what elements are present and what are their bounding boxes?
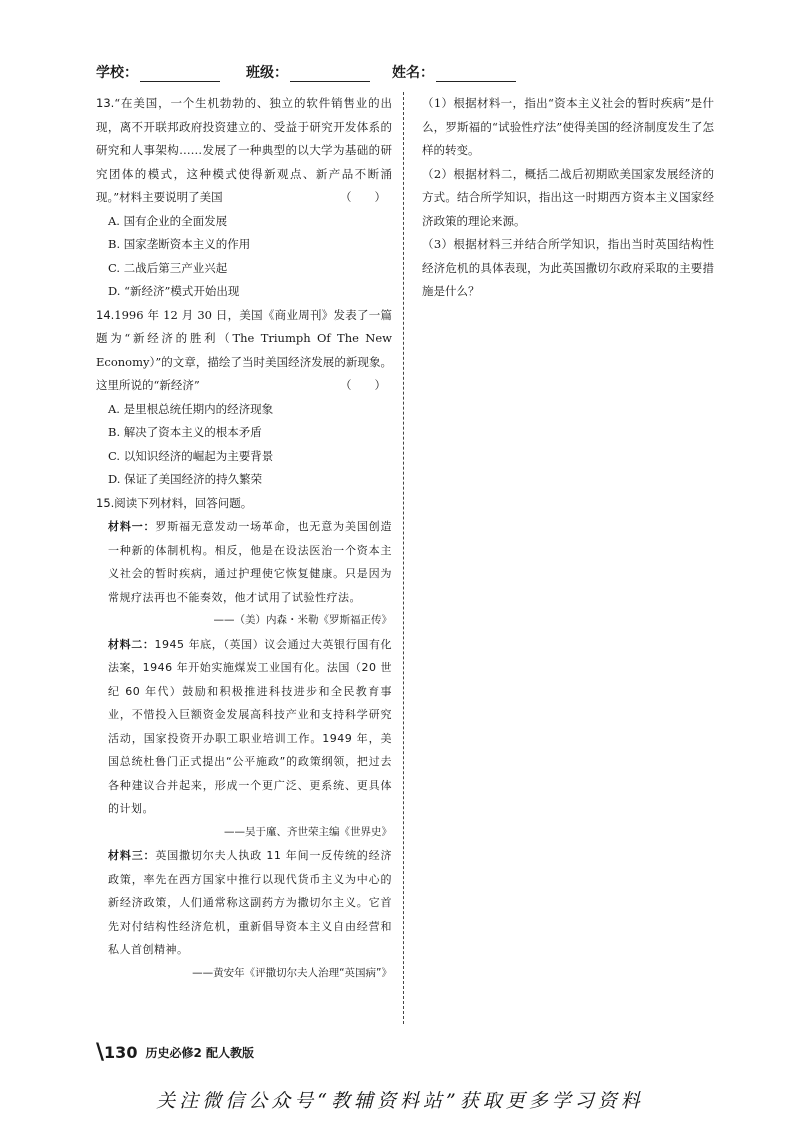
material-1-source: ——（美）内森・米勒《罗斯福正传》 bbox=[213, 614, 392, 626]
material-3-source: ——黄安年《评撒切尔夫人治理“英国病”》 bbox=[192, 966, 392, 979]
q14-stem-text: 1996 年 12 月 30 日，美国《商业周刊》发表了一篇题为“新经济的胜利（The Triumph Of The New Economy）”的文章，描绘了当时美国经济发展的新现象。这里所说的“新经济” bbox=[96, 307, 392, 392]
q13-number: 13. bbox=[96, 96, 115, 110]
page-number: 130 bbox=[104, 1043, 138, 1062]
q14-number: 14. bbox=[96, 307, 115, 322]
q15-subquestion-2: （2）根据材料二，概括二战后初期欧美国家发展经济的方式。结合所学知识，指出这一时期西方资本主义国家经济政策的理论来源。 bbox=[422, 166, 714, 228]
question-14 bbox=[96, 304, 392, 492]
q14-option-a[interactable]: A. 是里根总统任期内的经济现象 bbox=[108, 401, 274, 416]
material-1-label: 材料一： bbox=[108, 520, 156, 533]
class-field bbox=[246, 62, 370, 82]
book-title: 历史必修2 配人教版 bbox=[145, 1046, 254, 1060]
school-field bbox=[96, 62, 220, 82]
page-footer bbox=[96, 1040, 254, 1065]
q13-option-c[interactable]: C. 二战后第三产业兴起 bbox=[108, 260, 228, 275]
q14-option-c[interactable]: C. 以知识经济的崛起为主要背景 bbox=[108, 448, 274, 463]
q13-option-d[interactable]: D. “新经济”模式开始出现 bbox=[108, 284, 240, 298]
right-column bbox=[418, 92, 714, 304]
q13-option-b[interactable]: B. 国家垄断资本主义的作用 bbox=[108, 237, 251, 251]
name-field bbox=[392, 62, 516, 82]
q14-option-b[interactable]: B. 解决了资本主义的根本矛盾 bbox=[108, 425, 262, 439]
class-blank[interactable] bbox=[290, 67, 370, 82]
material-2 bbox=[108, 633, 392, 821]
material-3 bbox=[108, 844, 392, 962]
left-column bbox=[96, 92, 392, 985]
name-blank[interactable] bbox=[436, 67, 516, 82]
material-2-label: 材料二： bbox=[108, 637, 155, 651]
q14-answer-bracket[interactable]: （ ） bbox=[340, 378, 386, 392]
q15-subquestion-1: （1）根据材料一，指出“资本主义社会的暂时疾病”是什么，罗斯福的“试验性疗法”使得美国的经济制度发生了怎样的转变。 bbox=[422, 96, 714, 157]
column-divider bbox=[403, 92, 404, 1024]
question-15 bbox=[96, 492, 392, 986]
class-label: 班级： bbox=[246, 65, 288, 81]
q15-subquestion-3: （3）根据材料三并结合所学知识，指出当时英国结构性经济危机的具体表现，为此英国撒切尔政府采取的主要措施是什么？ bbox=[422, 237, 714, 298]
school-blank[interactable] bbox=[140, 67, 220, 82]
q15-number: 15. bbox=[96, 495, 115, 510]
school-label: 学校： bbox=[96, 65, 138, 81]
name-label: 姓名： bbox=[392, 65, 434, 81]
material-3-label: 材料三： bbox=[108, 849, 156, 862]
q15-stem bbox=[96, 492, 392, 516]
material-2-source: ——吴于廑、齐世荣主编《世界史》 bbox=[224, 825, 392, 838]
q13-option-a[interactable]: A. 国有企业的全面发展 bbox=[108, 213, 228, 228]
material-3-text: 英国撒切尔夫人执政 11 年间一反传统的经济政策，率先在西方国家中推行以现代货币主义为中心的新经济政策，人们通常称这副药方为撒切尔主义。它首先对付结构性经济危机，重新倡导资本主义自由经营和私人首创精神。 bbox=[108, 849, 393, 956]
q14-stem bbox=[96, 304, 392, 398]
material-1-text: 罗斯福无意发动一场革命，也无意为美国创造一种新的体制机构。相反，他是在设法医治一个资本主义社会的暂时疾病，通过护理使它恢复健康。只是因为常规疗法再也不能奏效，他才试用了试验性疗法。 bbox=[108, 520, 393, 604]
material-1 bbox=[108, 515, 392, 609]
watermark: 关注微信公众号“教辅资料站”获取更多学习资料 bbox=[156, 1090, 644, 1112]
question-13 bbox=[96, 92, 392, 304]
footer-slash-mark: \ bbox=[96, 1040, 105, 1065]
q13-stem-text: “在美国，一个生机勃勃的、独立的软件销售业的出现，离不开联邦政府投资建立的、受益于研究开发体系的研究和人事架构……发展了一种典型的以大学为基础的研究团体的模式，这种模式使得新观点、新产品不断涌现。”材料主要说明了美国 bbox=[96, 96, 392, 204]
q13-stem bbox=[96, 92, 392, 210]
q14-option-d[interactable]: D. 保证了美国经济的持久繁荣 bbox=[108, 472, 263, 486]
material-2-text: 1945 年底，（英国）议会通过大英银行国有化法案，1946 年开始实施煤炭工业国有化。法国（20 世纪 60 年代）鼓励和积极推进科技进步和全民教育事业，不惜投入巨额资金发展高科技产业和支持科学研究活动，国家投资开办职工职业培训工作。1949 年，美国总统杜鲁门正式提出“公平施政”的政策纲领，把过去各种建议合并起来，形成一个更广泛、更系统、更具体的计划。 bbox=[108, 637, 393, 815]
q13-answer-bracket[interactable]: （ ） bbox=[340, 190, 386, 204]
q15-stem-text: 阅读下列材料，回答问题。 bbox=[114, 495, 253, 510]
